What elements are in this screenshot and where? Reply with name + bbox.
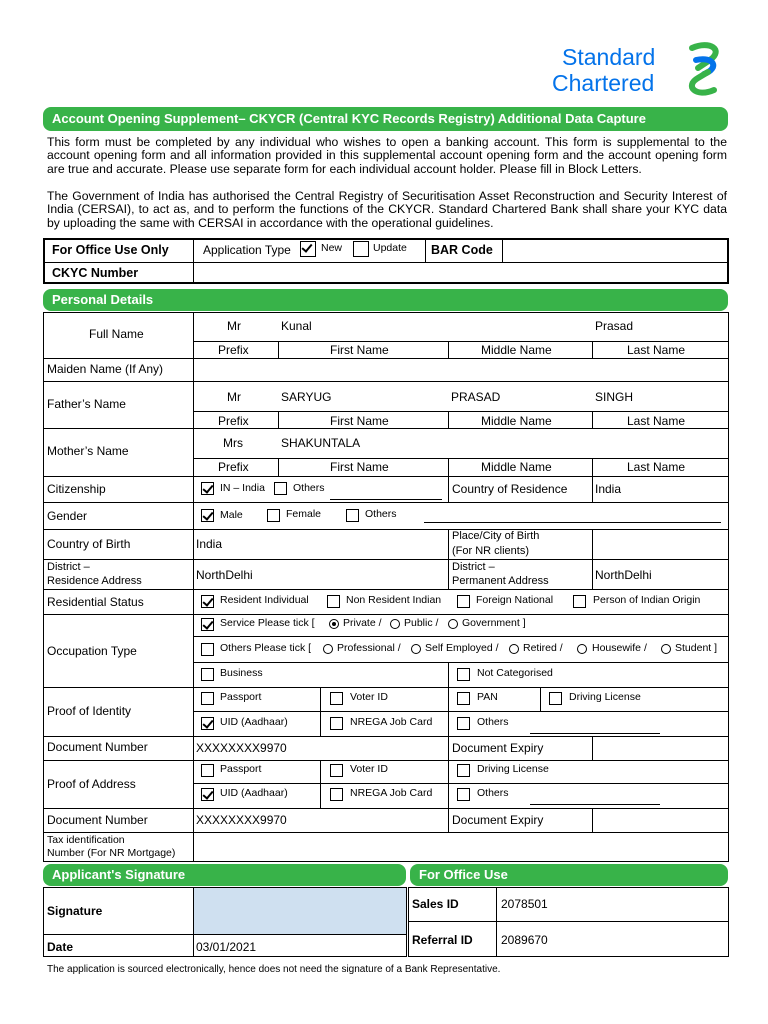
poi-others-checkbox[interactable] [457, 717, 470, 730]
district-residence-value: NorthDelhi [196, 568, 253, 582]
citizenship-others-label: Others [293, 482, 325, 494]
poa-passport-checkbox[interactable] [201, 764, 214, 777]
father-last: SINGH [595, 390, 634, 404]
district-permanent-sublabel: Permanent Address [452, 575, 549, 587]
document-expiry-label: Document Expiry [452, 741, 544, 755]
poi-others-label: Others [477, 716, 509, 728]
mother-name-label: Mother’s Name [47, 444, 129, 458]
tax-id-label: Tax identification [47, 834, 125, 846]
occ-not-categorised-label: Not Categorised [477, 667, 553, 679]
residential-status-label: Residential Status [47, 595, 144, 609]
country-residence-value: India [595, 482, 622, 496]
poi-uid-label: UID (Aadhaar) [220, 716, 288, 728]
rs-resident-label: Resident Individual [220, 594, 309, 606]
date-value: 03/01/2021 [196, 940, 257, 954]
gender-male-label: Male [220, 509, 243, 521]
col-middle-name: Middle Name [481, 414, 552, 428]
district-permanent-value: NorthDelhi [595, 568, 652, 582]
referral-id-value: 2089670 [501, 933, 548, 947]
rs-resident-checkbox[interactable] [201, 595, 214, 608]
father-first: SARYUG [281, 390, 332, 404]
col-middle-name: Middle Name [481, 460, 552, 474]
poi-passport-label: Passport [220, 691, 262, 703]
poa-others-label: Others [477, 787, 509, 799]
gender-label: Gender [47, 509, 88, 523]
document-number-label: Document Number [47, 813, 148, 827]
brand-name-line2: Chartered [552, 70, 655, 96]
col-first-name: First Name [330, 343, 389, 357]
document-number-label: Document Number [47, 740, 148, 754]
proof-identity-label: Proof of Identity [47, 704, 132, 718]
poa-passport-label: Passport [220, 763, 262, 775]
sales-id-value: 2078501 [501, 897, 548, 911]
occ-retired-radio[interactable] [509, 644, 519, 654]
district-residence-sublabel: Residence Address [47, 575, 142, 587]
col-last-name: Last Name [627, 343, 686, 357]
full-name-first: Kunal [281, 319, 312, 333]
occ-student-radio[interactable] [661, 644, 671, 654]
occ-service-label: Service Please tick [ [220, 617, 315, 629]
occ-professional-label: Professional / [337, 642, 401, 654]
applicant-signature-header: Applicant's Signature [43, 864, 406, 886]
occ-government-radio[interactable] [448, 619, 458, 629]
place-birth-label: Place/City of Birth [452, 530, 540, 542]
occ-service-checkbox[interactable] [201, 618, 214, 631]
rs-pio-checkbox[interactable] [573, 595, 586, 608]
full-name-prefix: Mr [227, 319, 241, 333]
footer-note: The application is sourced electronically, hence does not need the signature of a Bank Representative. [47, 964, 501, 975]
referral-id-label: Referral ID [412, 933, 473, 947]
gender-female-label: Female [286, 508, 322, 520]
rs-foreign-label: Foreign National [476, 594, 554, 606]
occ-business-label: Business [220, 667, 263, 679]
citizenship-in-label: IN – India [220, 482, 265, 494]
rs-nri-checkbox[interactable] [327, 595, 340, 608]
gender-female-checkbox[interactable] [267, 509, 280, 522]
col-prefix: Prefix [218, 414, 249, 428]
poa-nrega-checkbox[interactable] [330, 788, 343, 801]
country-birth-value: India [196, 537, 223, 551]
district-permanent-label: District – [452, 561, 495, 573]
gender-others-label: Others [365, 508, 397, 520]
occ-self-employed-radio[interactable] [411, 644, 421, 654]
occ-not-categorised-checkbox[interactable] [457, 668, 470, 681]
office-use-header: For Office Use [410, 864, 728, 886]
occ-professional-radio[interactable] [323, 644, 333, 654]
citizenship-others-checkbox[interactable] [274, 482, 287, 495]
rs-pio-label: Person of Indian Origin [593, 594, 701, 606]
gender-others-checkbox[interactable] [346, 509, 359, 522]
maiden-name-label: Maiden Name (If Any) [47, 362, 164, 376]
poi-voter-checkbox[interactable] [330, 692, 343, 705]
poi-driving-license-checkbox[interactable] [549, 692, 562, 705]
poa-nrega-label: NREGA Job Card [350, 787, 433, 799]
poa-driving-license-checkbox[interactable] [457, 764, 470, 777]
ckyc-number-label: CKYC Number [52, 266, 139, 280]
poi-pan-checkbox[interactable] [457, 692, 470, 705]
country-birth-label: Country of Birth [47, 537, 131, 551]
occ-public-label: Public / [404, 617, 439, 629]
form-title: Account Opening Supplement– CKYCR (Central KYC Records Registry) Additional Data Capture [43, 107, 728, 131]
poa-others-checkbox[interactable] [457, 788, 470, 801]
application-type-label: Application Type [203, 243, 291, 257]
father-name-label: Father’s Name [47, 397, 126, 411]
poi-pan-label: PAN [477, 691, 498, 703]
signature-label: Signature [47, 904, 103, 918]
poa-voter-checkbox[interactable] [330, 764, 343, 777]
col-prefix: Prefix [218, 460, 249, 474]
occ-retired-label: Retired / [523, 642, 563, 654]
occ-private-label: Private / [343, 617, 382, 629]
occ-public-radio[interactable] [390, 619, 400, 629]
occ-business-checkbox[interactable] [201, 668, 214, 681]
mother-prefix: Mrs [223, 436, 243, 450]
father-prefix: Mr [227, 390, 241, 404]
app-type-new-checkbox[interactable] [300, 241, 316, 257]
occ-others-label: Others Please tick [ [220, 642, 312, 654]
date-label: Date [47, 940, 74, 954]
occ-others-checkbox[interactable] [201, 643, 214, 656]
brand-logo [552, 44, 732, 104]
brand-swirl-icon [680, 38, 730, 100]
rs-foreign-checkbox[interactable] [457, 595, 470, 608]
occupation-label: Occupation Type [47, 644, 137, 658]
poi-voter-label: Voter ID [350, 691, 388, 703]
tax-id-sublabel: Number (For NR Mortgage) [47, 847, 176, 859]
poa-voter-label: Voter ID [350, 763, 388, 775]
gender-male-checkbox[interactable] [201, 509, 214, 522]
document-expiry-label: Document Expiry [452, 813, 544, 827]
poi-nrega-label: NREGA Job Card [350, 716, 433, 728]
full-name-label: Full Name [89, 327, 144, 341]
country-residence-label: Country of Residence [452, 482, 568, 496]
poa-uid-label: UID (Aadhaar) [220, 787, 288, 799]
app-type-update-label: Update [373, 242, 407, 254]
poa-driving-license-label: Driving License [477, 763, 549, 775]
col-last-name: Last Name [627, 460, 686, 474]
personal-details-header: Personal Details [43, 289, 728, 311]
citizenship-in-checkbox[interactable] [201, 482, 214, 495]
proof-address-label: Proof of Address [47, 777, 136, 791]
mother-first: SHAKUNTALA [281, 436, 361, 450]
place-birth-sublabel: (For NR clients) [452, 545, 530, 557]
occ-self-employed-label: Self Employed / [425, 642, 499, 654]
app-type-update-checkbox[interactable] [353, 241, 369, 257]
rs-nri-label: Non Resident Indian [346, 594, 442, 606]
signature-field[interactable] [194, 888, 406, 934]
col-first-name: First Name [330, 414, 389, 428]
occ-housewife-radio[interactable] [577, 644, 587, 654]
occ-government-label: Government ] [462, 617, 526, 629]
occ-private-radio[interactable] [329, 619, 339, 629]
app-type-new-label: New [321, 242, 343, 254]
document-number-value: XXXXXXXX9970 [196, 813, 287, 827]
col-prefix: Prefix [218, 343, 249, 357]
document-number-value: XXXXXXXX9970 [196, 741, 287, 755]
col-last-name: Last Name [627, 414, 686, 428]
district-residence-label: District – [47, 561, 90, 573]
full-name-last: Prasad [595, 319, 634, 333]
col-first-name: First Name [330, 460, 389, 474]
poi-passport-checkbox[interactable] [201, 692, 214, 705]
office-use-label: For Office Use Only [52, 243, 169, 257]
poi-nrega-checkbox[interactable] [330, 717, 343, 730]
bar-code-label: BAR Code [431, 243, 493, 257]
sales-id-label: Sales ID [412, 897, 459, 911]
brand-name-line1: Standard [562, 44, 656, 70]
intro-paragraph-2: The Government of India has authorised the Central Registry of Securitisation Asset Reconstruction and Security Interest of India (CERSAI), to act as, and to perform the functions of the CKYCR. Standard Chartered Bank shall share your KYC data by uploading the same with CERSAI in accordance with the operational guidelines. [47, 189, 727, 230]
occ-student-label: Student ] [675, 642, 718, 654]
poa-uid-checkbox[interactable] [201, 788, 214, 801]
poi-driving-license-label: Driving License [569, 691, 641, 703]
citizenship-label: Citizenship [47, 482, 106, 496]
father-middle: PRASAD [451, 390, 501, 404]
intro-paragraph-1: This form must be completed by any individual who wishes to open a banking account. This form is supplemental to the account opening form and all information provided in this supplemental account opening form and the account opening form are true and accurate. Please use separate form for each individual account holder. Please fill in Block Letters. [47, 135, 727, 176]
col-middle-name: Middle Name [481, 343, 552, 357]
occ-housewife-label: Housewife / [592, 642, 647, 654]
poi-uid-checkbox[interactable] [201, 717, 214, 730]
